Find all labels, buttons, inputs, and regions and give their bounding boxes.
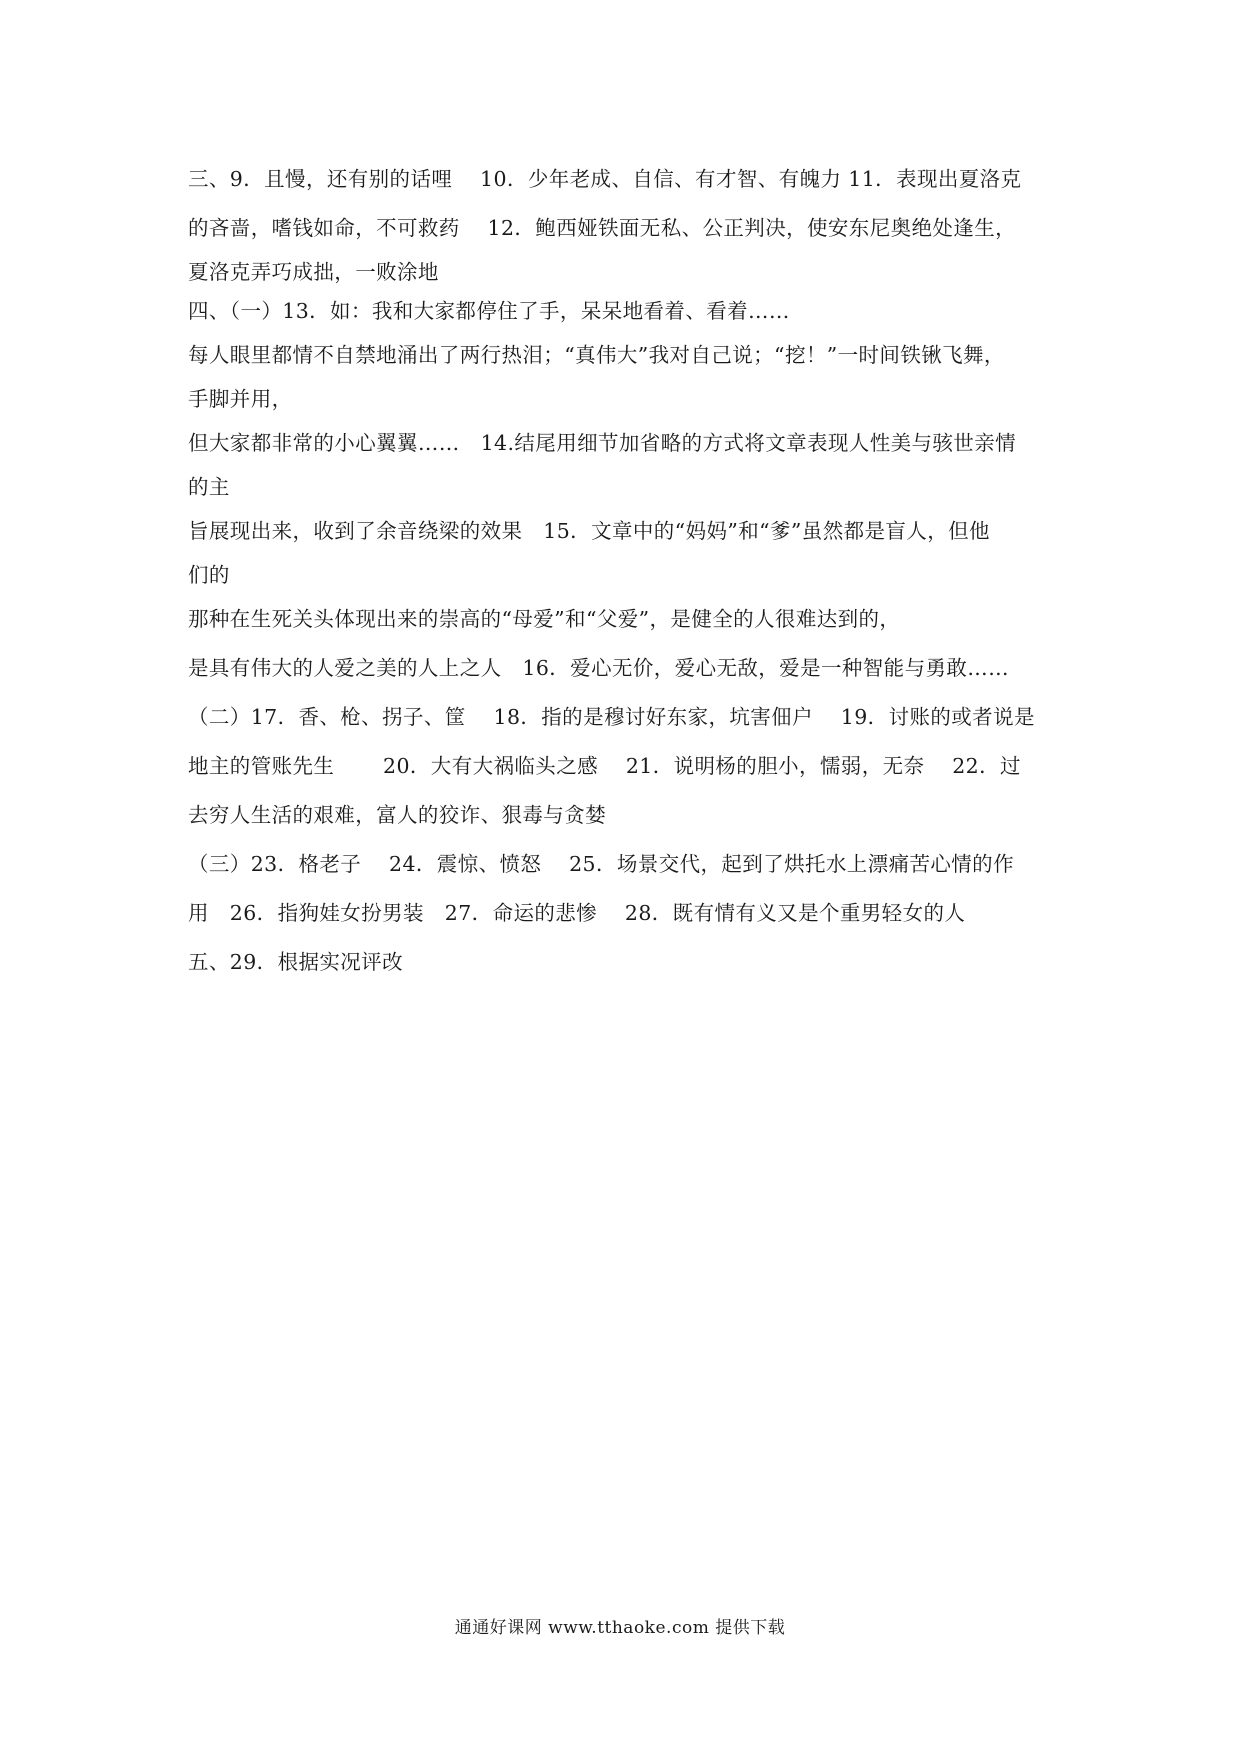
answer-line: 去穷人生活的艰难，富人的狡诈、狠毒与贪婪 (188, 803, 606, 827)
answer-key-body (188, 155, 1058, 987)
answer-line: 手脚并用， (188, 387, 293, 411)
answer-line: （三）23．格老子 24．震惊、愤怒 25．场景交代，起到了烘托水上漂痛苦心情的作 (188, 852, 1014, 876)
answer-line: 的吝啬，嗜钱如命，不可救药 12．鲍西娅铁面无私、公正判决，使安东尼奥绝处逢生， (188, 216, 1016, 240)
answer-line: 的主 (188, 475, 230, 499)
answer-line: 是具有伟大的人爱之美的人上之人 16．爱心无价，爱心无敌，爱是一种智能与勇敢…… (188, 656, 1010, 680)
answer-line: 四、（一）13．如：我和大家都停住了手，呆呆地看着、看着…… (188, 299, 790, 323)
answer-line: 们的 (188, 563, 230, 587)
answer-line: 那种在生死关头体现出来的崇高的“母爱”和“父爱”，是健全的人很难达到的， (188, 607, 901, 631)
answer-line: 但大家都非常的小心翼翼…… 14.结尾用细节加省略的方式将文章表现人性美与骇世亲情 (188, 431, 1016, 455)
answer-line: 五、29．根据实况评改 (188, 950, 403, 974)
answer-line: 每人眼里都情不自禁地涌出了两行热泪；“真伟大”我对自己说；“挖！”一时间铁锹飞舞， (188, 343, 1005, 367)
answer-line: 夏洛克弄巧成拙，一败涂地 (188, 260, 439, 284)
answer-line: 三、9．且慢，还有别的话哩 10．少年老成、自信、有才智、有魄力 11．表现出夏洛克 (188, 167, 1022, 191)
answer-line: 地主的管账先生 20．大有大祸临头之感 21．说明杨的胆小，懦弱，无奈 22．过 (188, 754, 1021, 778)
answer-line: 旨展现出来，收到了余音绕梁的效果 15．文章中的“妈妈”和“爹”虽然都是盲人，但他 (188, 519, 990, 543)
answer-line: （二）17．香、枪、拐子、筐 18．指的是穆讨好东家，坑害佃户 19．讨账的或者说是 (188, 705, 1035, 729)
footer-download-note: 通通好课网 www.tthaoke.com 提供下载 (454, 1618, 786, 1638)
answer-line: 用 26．指狗娃女扮男装 27．命运的悲惨 28．既有情有义又是个重男轻女的人 (188, 901, 966, 925)
